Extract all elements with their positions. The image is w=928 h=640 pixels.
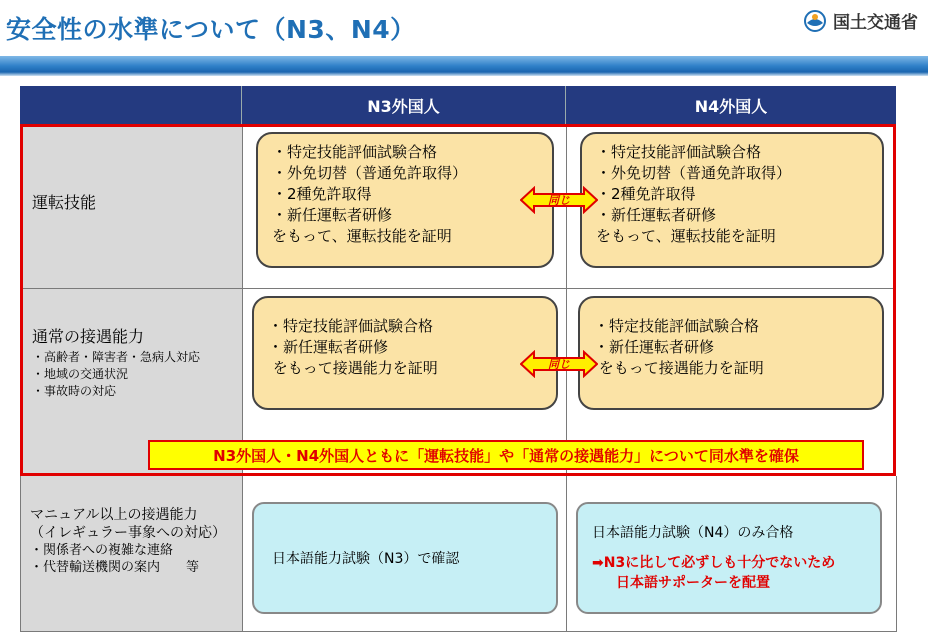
n3-driving-line: ・新任運転者研修 xyxy=(272,206,393,224)
equivalence-banner: N3外国人・N4外国人ともに「運転技能」や「通常の接遇能力」について同水準を確保 xyxy=(148,440,864,470)
n3-service-line: ・特定技能評価試験合格 xyxy=(268,317,434,335)
manual-sub-item: ・代替輸送機関の案内 等 xyxy=(30,560,200,575)
n4-driving-line: ・2種免許取得 xyxy=(596,185,696,203)
n4-driving-line: をもって、運転技能を証明 xyxy=(596,227,776,245)
grid-line xyxy=(242,124,243,632)
n4-manual-box xyxy=(576,502,882,614)
grid-line xyxy=(20,476,21,632)
ministry-emblem-icon xyxy=(803,9,827,33)
n4-manual-text: 日本語能力試験（N4）のみ合格 xyxy=(592,525,794,541)
title-divider-bar xyxy=(0,56,928,76)
service-sub-item: ・事故時の対応 xyxy=(32,384,117,398)
service-sub-item: ・高齢者・障害者・急病人対応 xyxy=(32,350,201,364)
service-sub-item: ・地域の交通状況 xyxy=(32,367,129,381)
n4-service-box xyxy=(578,296,884,410)
n4-service-line: ・特定技能評価試験合格 xyxy=(594,317,760,335)
grid-line xyxy=(896,476,897,632)
same-label: 同じ xyxy=(548,358,570,371)
row-label-service xyxy=(32,324,200,400)
n3-driving-line: をもって、運転技能を証明 xyxy=(272,227,452,245)
same-double-arrow-icon xyxy=(520,186,598,214)
n3-driving-box xyxy=(256,132,554,268)
n3-service-box xyxy=(252,296,558,410)
manual-label-line: （イレギュラー事象への対応） xyxy=(30,525,226,541)
grid-line xyxy=(20,288,896,289)
ministry-name: 国土交通省 xyxy=(833,13,918,33)
n4-driving-line: ・外免切替（普通免許取得） xyxy=(596,164,792,182)
n4-service-line: ・新任運転者研修 xyxy=(594,338,715,356)
same-double-arrow-icon xyxy=(520,350,598,378)
manual-label-line: マニュアル以上の接遇能力 xyxy=(30,507,198,523)
n3-manual-box xyxy=(252,502,558,614)
row-label-driving: 運転技能 xyxy=(32,193,97,212)
n4-driving-line: ・特定技能評価試験合格 xyxy=(596,143,762,161)
page-title: 安全性の水準について（N3、N4） xyxy=(6,15,416,44)
n3-driving-line: ・特定技能評価試験合格 xyxy=(272,143,438,161)
n4-manual-note: ➡N3に比して必ずしも十分でないため xyxy=(592,555,836,571)
row-label-manual xyxy=(30,506,226,576)
n4-driving-line: ・新任運転者研修 xyxy=(596,206,717,224)
n3-manual-text: 日本語能力試験（N3）で確認 xyxy=(272,551,460,567)
manual-sub-item: ・関係者への複雑な連絡 xyxy=(30,543,174,558)
n3-service-line: ・新任運転者研修 xyxy=(268,338,389,356)
n3-driving-line: ・2種免許取得 xyxy=(272,185,372,203)
n3-driving-line: ・外免切替（普通免許取得） xyxy=(272,164,468,182)
column-header-n4: N4外国人 xyxy=(566,86,896,124)
header-corner xyxy=(20,86,242,124)
column-header-n3: N3外国人 xyxy=(242,86,566,124)
ministry-logo xyxy=(803,8,918,33)
row-label-service-title: 通常の接遇能力 xyxy=(32,327,145,346)
n4-service-line: をもって接遇能力を証明 xyxy=(594,359,764,377)
n4-driving-box xyxy=(580,132,884,268)
n4-manual-note: 日本語サポーターを配置 xyxy=(616,575,770,591)
n3-service-line: をもって接遇能力を証明 xyxy=(268,359,438,377)
same-label: 同じ xyxy=(548,194,570,207)
grid-line xyxy=(20,631,897,632)
